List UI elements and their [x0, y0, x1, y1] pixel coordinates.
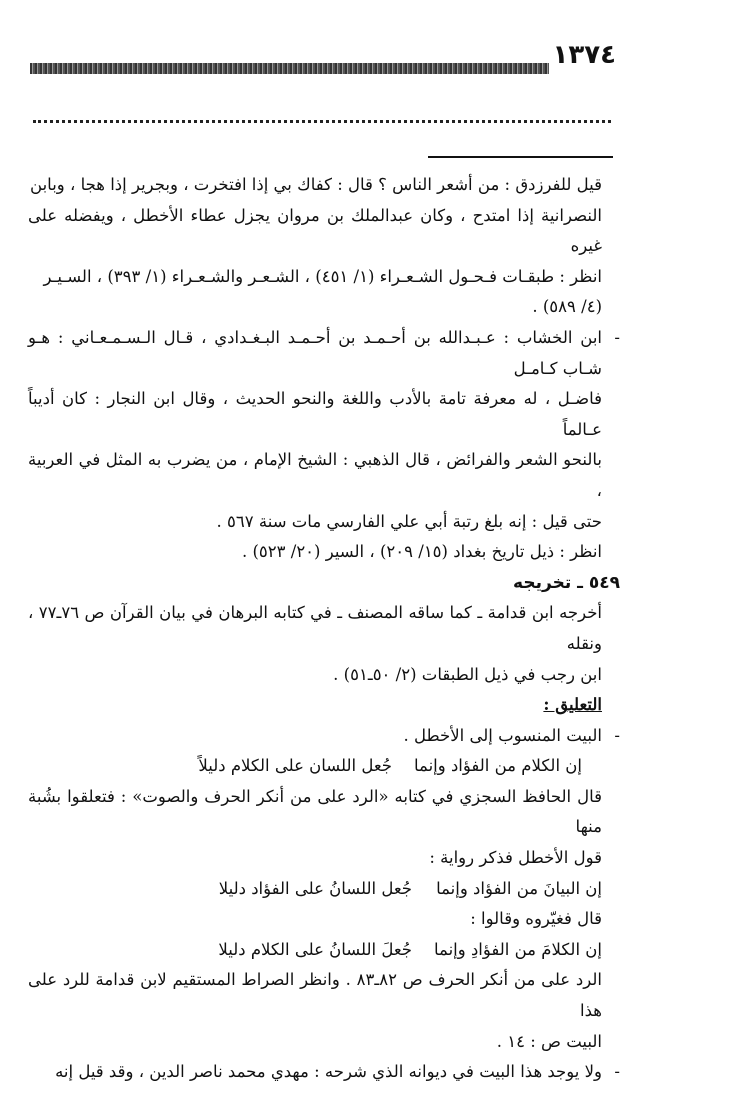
- header-bar: [30, 63, 549, 74]
- verse-first-hemistich: إن الكلام من الفؤاد وإنما: [414, 756, 582, 776]
- verse-first-hemistich: إن البيانَ من الفؤاد وإنما: [436, 878, 602, 898]
- commentary-line: البيت المنسوب إلى الأخطل .: [403, 725, 602, 745]
- section-heading: ٥٤٩ ـ تخريجه: [513, 572, 620, 593]
- verse-line: [28, 935, 620, 966]
- bio-line: فاضـل ، له معرفة تامة بالأدب واللغة والنحو الحديث ، وقال ابن النجار : كان أديباً عـالماً: [28, 389, 602, 439]
- commentary-line: البيت ص : ١٤ .: [496, 1031, 602, 1051]
- page-number: ١٣٧٤: [552, 40, 616, 70]
- footnote-line: (٤/ ٥٨٩) .: [532, 297, 602, 317]
- commentary-line: قال الحافظ السجزي في كتابه «الرد على من أنكر الحرف والصوت» : فتعلقوا بشُبة منها: [28, 786, 602, 837]
- commentary-line: الرد على من أنكر الحرف ص ٨٢ـ٨٣ . وانظر الصراط المستقيم لابن قدامة للرد على هذا: [28, 970, 602, 1021]
- page-body: [28, 170, 620, 1088]
- bio-line: انظر : ذيل تاريخ بغداد (١٥/ ٢٠٩) ، السير (٢٠/ ٥٢٣) .: [241, 542, 602, 562]
- verse-line: [28, 751, 620, 782]
- footnote-line: النصرانية إذا امتدح ، وكان عبدالملك بن مروان يجزل عطاء الأخطل ، ويفضله على غيره: [28, 205, 602, 256]
- footnote-block: [28, 170, 620, 323]
- section-line: ابن رجب في ذيل الطبقات (٢/ ٥٠ـ٥١) .: [333, 664, 602, 684]
- verse-second-hemistich: جُعلَ اللسانُ على الكلام دليلا: [218, 939, 412, 959]
- bio-line: ابن الخشاب : عـبـدالله بن أحـمـد بن أحـمـد البـغـدادي ، قـال الـسـمـعـاني : هـو شـاب كـامـل: [28, 327, 602, 378]
- list-dash: -: [614, 327, 620, 347]
- footnote-rule: [428, 156, 613, 158]
- dotted-separator: [33, 120, 611, 123]
- list-dash: -: [614, 725, 620, 745]
- commentary-line: قول الأخطل فذكر رواية :: [429, 848, 602, 868]
- commentary-item: [28, 721, 620, 752]
- commentary-item: [28, 1057, 620, 1088]
- commentary-heading: التعليق :: [543, 695, 602, 715]
- section-line: أخرجه ابن قدامة ـ كما ساقه المصنف ـ في كتابه البرهان في بيان القرآن ص ٧٦ـ٧٧ ، ونقله: [28, 603, 602, 653]
- bio-line: حتى قيل : إنه بلغ رتبة أبي علي الفارسي مات سنة ٥٦٧ .: [216, 511, 602, 531]
- footnote-line: قيل للفرزدق : من أشعر الناس ؟ قال : كفاك بي إذا افتخرت ، وبجرير إذا هجا ، وبابن: [30, 175, 602, 194]
- commentary-line: قال فغيّروه وقالوا :: [470, 909, 602, 929]
- bio-line: بالنحو الشعر والفرائض ، قال الذهبي : الشيخ الإمام ، من يضرب به المثل في العربية ،: [28, 450, 602, 500]
- verse-second-hemistich: جُعل اللسانُ على الفؤاد دليلا: [218, 878, 412, 898]
- verse-line: [28, 874, 620, 905]
- verse-second-hemistich: جُعل اللسان على الكلام دليلاً: [198, 756, 392, 776]
- verse-first-hemistich: إن الكلامَ من الفؤادِ وإنما: [434, 939, 602, 959]
- bio-entry: [28, 323, 620, 568]
- list-dash: -: [614, 1062, 620, 1082]
- commentary-line: ولا يوجد هذا البيت في ديوانه الذي شرحه : مهدي محمد ناصر الدين ، وقد قيل إنه: [55, 1062, 602, 1082]
- footnote-line: انظر : طبقـات فـحـول الشـعـراء (١/ ٤٥١) ، الشـعـر والشـعـراء (١/ ٣٩٣) ، السـيـر: [43, 266, 602, 286]
